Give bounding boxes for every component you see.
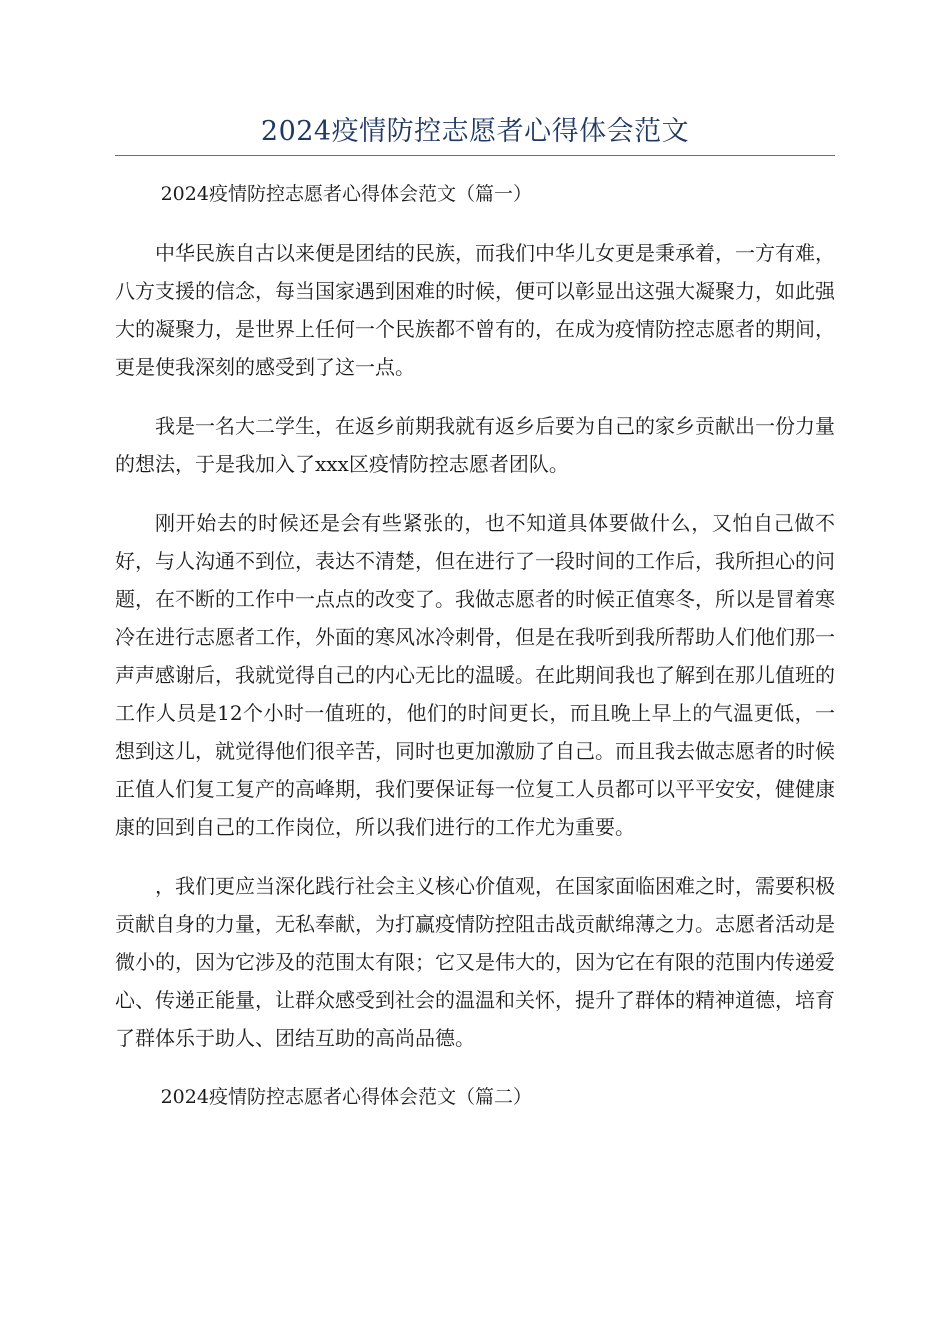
body-paragraph-1: 中华民族自古以来便是团结的民族，而我们中华儿女更是秉承着，一方有难，八方支援的信念，每当国家遇到困难的时候，便可以彰显出这强大凝聚力，如此强大的凝聚力，是世界上任何一个民族都不曾有的，在成为疫情防控志愿者的期间，更是使我深刻的感受到了这一点。 [115, 241, 835, 379]
title-underline [115, 155, 835, 156]
section-heading-1: 2024疫情防控志愿者心得体会范文（篇一） [160, 183, 532, 205]
document-title: 2024疫情防控志愿者心得体会范文 [260, 116, 690, 147]
body-paragraph-4: ，我们更应当深化践行社会主义核心价值观，在国家面临困难之时，需要积极贡献自身的力量，无私奉献，为打赢疫情防控阻击战贡献绵薄之力。志愿者活动是微小的，因为它涉及的范围太有限；它又是伟大的，因为它在有限的范围内传递爱心、传递正能量，让群众感受到社会的温温和关怀，提升了群体的精神道德，培育了群体乐于助人、团结互助的高尚品德。 [115, 874, 835, 1050]
document-body [115, 175, 835, 1137]
section-heading-2: 2024疫情防控志愿者心得体会范文（篇二） [160, 1086, 532, 1108]
body-paragraph-2: 我是一名大二学生，在返乡前期我就有返乡后要为自己的家乡贡献出一份力量的想法，于是我加入了xxx区疫情防控志愿者团队。 [115, 414, 835, 476]
body-paragraph-3: 刚开始去的时候还是会有些紧张的，也不知道具体要做什么，又怕自己做不好，与人沟通不到位，表达不清楚，但在进行了一段时间的工作后，我所担心的问题，在不断的工作中一点点的改变了。我做志愿者的时候正值寒冬，所以是冒着寒冷在进行志愿者工作，外面的寒风冰冷刺骨，但是在我听到我所帮助人们他们那一声声感谢后，我就觉得自己的内心无比的温暖。在此期间我也了解到在那儿值班的工作人员是12个小时一值班的，他们的时间更长，而且晚上早上的气温更低，一想到这儿，就觉得他们很辛苦，同时也更加激励了自己。而且我去做志愿者的时候正值人们复工复产的高峰期，我们要保证每一位复工人员都可以平平安安，健健康康的回到自己的工作岗位，所以我们进行的工作尤为重要。 [115, 511, 835, 839]
